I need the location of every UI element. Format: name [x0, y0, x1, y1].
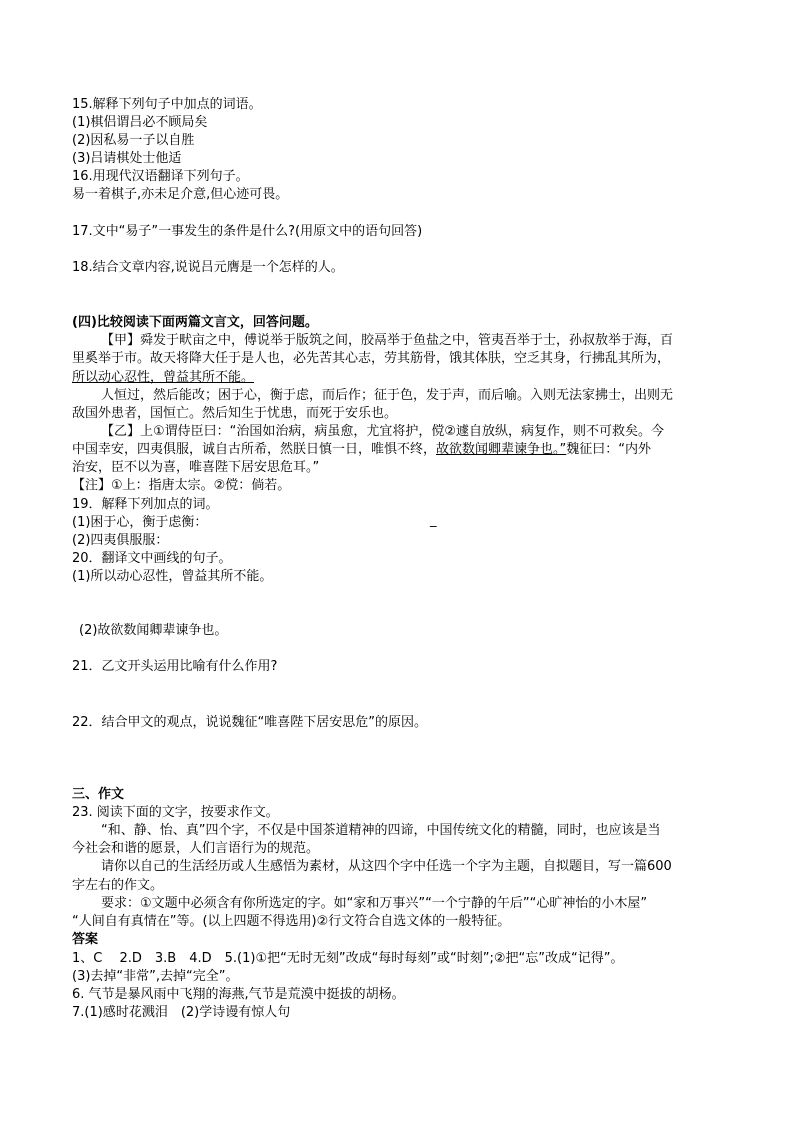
q19-item-2: (2)四夷俱服服： — [72, 533, 169, 548]
answer-blank: _ — [430, 513, 437, 528]
answers-line-3: 6. 气节是暴风雨中飞翔的海燕,气节是荒漠中挺拔的胡杨。 — [72, 987, 405, 1002]
composition-para-3a: 要求：①文题中必须含有你所选定的字。如“家和万事兴”“一个宁静的午后”“心旷神怡的小木屋” — [101, 896, 648, 911]
composition-para-1b: 今社会和谐的愿景，人们言语行为的规范。 — [72, 841, 320, 856]
q15-item-1: (1)棋侣谓吕必不顾局矣 — [72, 115, 208, 130]
q15-item-3: (3)吕请棋处士他适 — [72, 151, 182, 166]
answers-line-1: 1、C 2.D 3.B 4.D 5.(1)①把“无时无刻”改成“每时每刻”或“时刻”;②把“忘”改成“记得”。 — [72, 951, 624, 966]
q16-title: 16.用现代汉语翻译下列句子。 — [72, 169, 249, 184]
composition-para-1a: “和、静、怡、真”四个字，不仅是中国茶道精神的四谛，中国传统文化的精髓，同时，也应该是当 — [101, 823, 661, 838]
jia-line-5: 敌国外患者，国恒亡。然后知生于忧患，而死于安乐也。 — [72, 406, 398, 421]
answers-line-2: (3)去掉“非常”,去掉“完全”。 — [72, 969, 239, 984]
jia-line-4: 人恒过，然后能改；困于心，衡于虑，而后作；征于色，发于声，而后喻。入则无法家拂士，出则无 — [101, 388, 674, 403]
q20-item-2: (2)故欲数闻卿辈谏争也。 — [79, 623, 228, 638]
question-21: 21．乙文开头运用比喻有什么作用? — [72, 659, 278, 674]
section-4-heading: (四)比较阅读下面两篇文言文，回答问题。 — [72, 315, 318, 330]
yi-underlined-sentence: 故欲数闻卿辈谏争也。” — [436, 442, 567, 457]
answers-line-4: 7.(1)感时花溅泪 (2)学诗谩有惊人句 — [72, 1005, 291, 1020]
composition-para-2b: 字左右的作文。 — [72, 878, 164, 893]
question-18: 18.结合文章内容,说说吕元膺是一个怎样的人。 — [72, 260, 344, 275]
q15-title: 15.解释下列句子中加点的词语。 — [72, 97, 262, 112]
jia-line-2: 里奚举于市。故天将降大任于是人也，必先苦其心志，劳其筋骨，饿其体肤，空乏其身，行拂乱其所为， — [72, 351, 671, 366]
composition-heading: 三、作文 — [72, 787, 125, 802]
q23-title: 23. 阅读下面的文字，按要求作文。 — [72, 805, 279, 820]
q19-item-1: (1)困于心，衡于虑衡： — [72, 515, 208, 530]
question-22: 22．结合甲文的观点，说说魏征“唯喜陛下居安思危”的原因。 — [72, 715, 428, 730]
yi-line-3: 治安，臣不以为喜，唯喜陛下居安思危耳。” — [72, 460, 320, 475]
jia-line-1: 【甲】舜发于畎亩之中，傅说举于版筑之间，胶鬲举于鱼盐之中，管夷吾举于士，孙叔敖举于海，百 — [101, 333, 674, 348]
composition-para-2a: 请你以自己的生活经历或人生感悟为素材，从这四个字中任选一个字为主题，自拟题目，写一篇600 — [101, 859, 672, 874]
composition-para-3b: “人间自有真情在”等。(以上四题不得选用)②行文符合自选文体的一般特征。 — [72, 914, 511, 929]
yi-line-1: 【乙】上①谓侍臣曰：“治国如治病，病虽愈，尤宜将护，傥②遽自放纵，病复作，则不可救矣。今 — [101, 424, 665, 439]
q15-item-2: (2)因私易一子以自胜 — [72, 133, 195, 148]
q20-item-1: (1)所以动心忍性，曾益其所不能。 — [72, 569, 273, 584]
note: 【注】①上：指唐太宗。②傥：倘若。 — [72, 478, 291, 493]
yi-line-2-pre: 中国幸安，四夷俱服，诚自古所希，然朕日慎一日，唯惧不终， — [72, 442, 437, 457]
q20-title: 20．翻译文中画线的句子。 — [72, 551, 232, 566]
yi-line-2 — [72, 441, 651, 459]
q19-title: 19．解释下列加点的词。 — [72, 497, 219, 512]
q16-sentence: 易一着棋子,亦未足介意,但心迹可畏。 — [72, 187, 289, 202]
yi-line-2-post: 魏征曰：“内外 — [566, 442, 652, 457]
jia-underlined-sentence: 所以动心忍性，曾益其所不能。 — [72, 370, 255, 385]
answers-heading: 答案 — [72, 932, 99, 947]
question-17: 17.文中“易子”一事发生的条件是什么?(用原文中的语句回答) — [72, 224, 423, 239]
